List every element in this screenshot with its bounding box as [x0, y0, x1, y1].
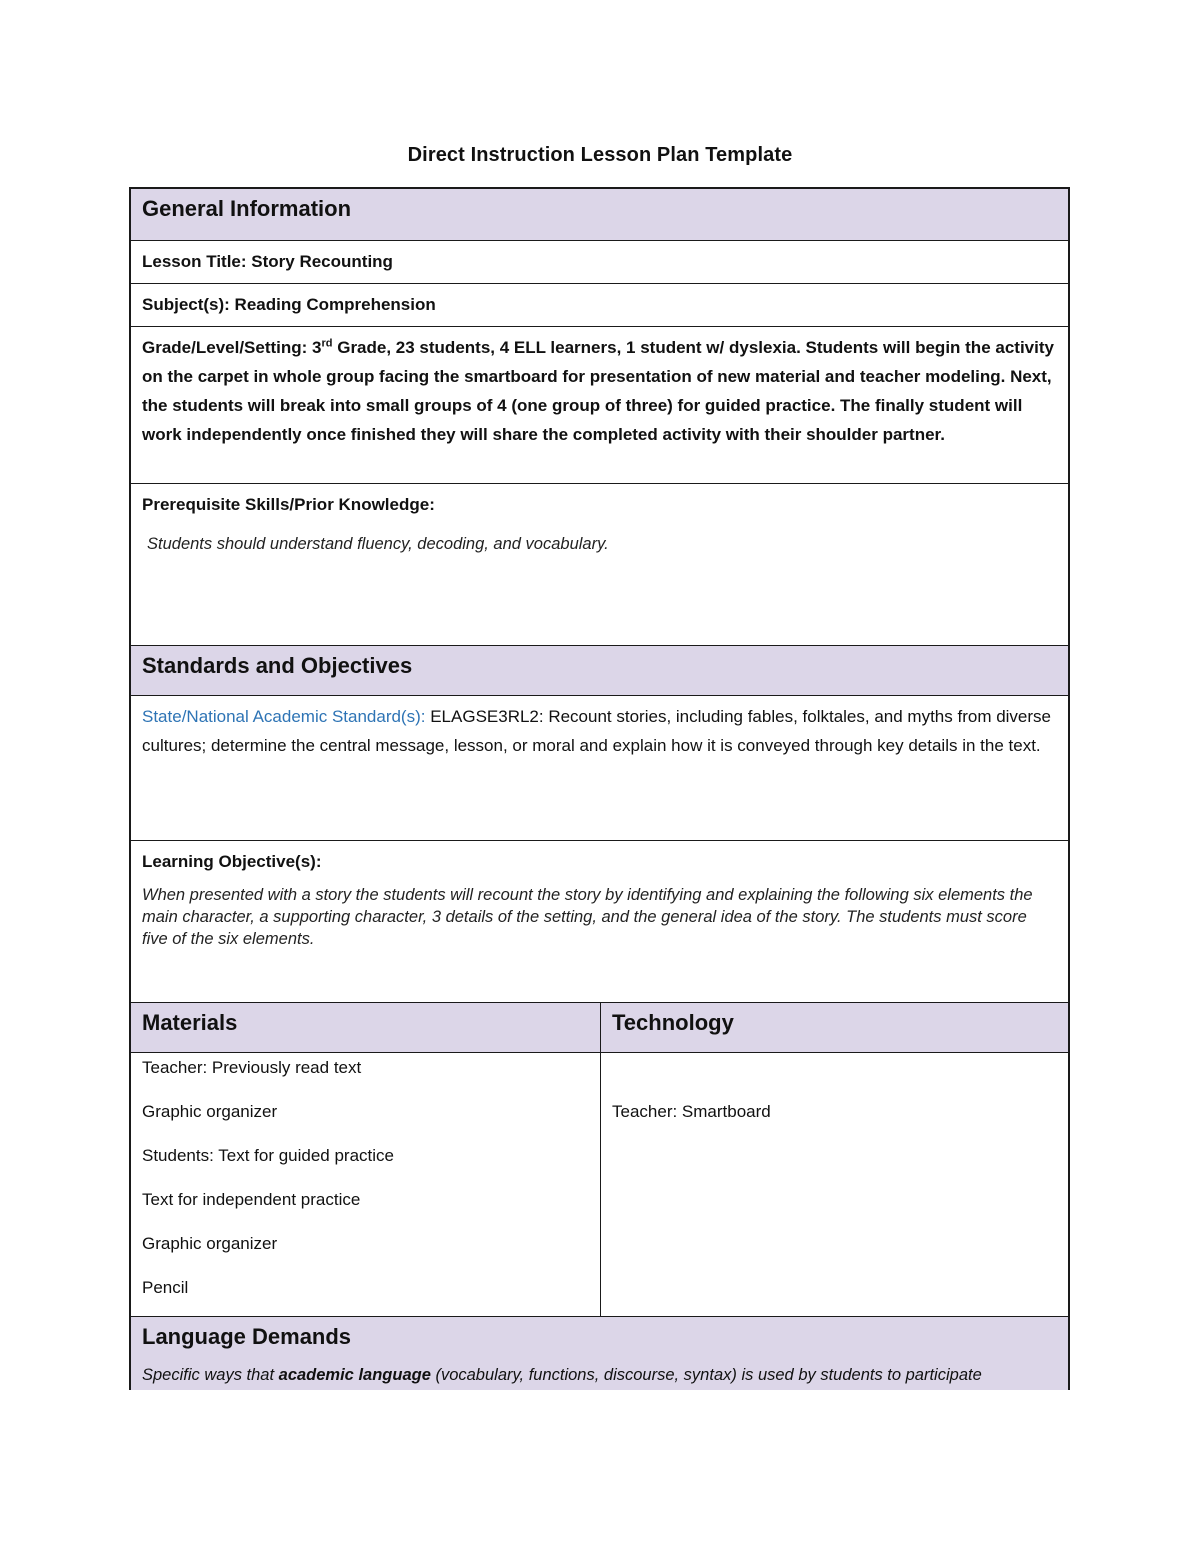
technology-list: [601, 1053, 1068, 1316]
grade-label: Grade/Level/Setting: 3: [142, 338, 322, 357]
academic-standard: [131, 696, 1068, 760]
language-demands-text: [131, 1350, 1068, 1386]
materials-item: Graphic organizer: [142, 1234, 278, 1253]
learning-objective-text: When presented with a story the students will recount the story by identifying and explaining the following six elements the main character, a supporting character, 3 details of the setting, and the general idea of the story. The students must score five of the six elements.: [142, 886, 1033, 948]
lesson-title: Lesson Title: Story Recounting: [142, 252, 393, 271]
language-demands-text-after: (vocabulary, functions, discourse, syntax) is used by students to participate: [430, 1366, 982, 1384]
learning-objective-row: [131, 840, 1068, 1002]
subjects: Subject(s): Reading Comprehension: [142, 295, 436, 314]
technology-title: Technology: [612, 1010, 734, 1035]
prerequisite-row: [131, 483, 1068, 645]
materials-header-cell: [131, 1003, 600, 1052]
materials-title: Materials: [142, 1010, 238, 1035]
standards-objectives-title: Standards and Objectives: [142, 653, 413, 678]
language-demands-text-bold: academic language: [278, 1366, 431, 1384]
grade-level-setting: [131, 327, 1068, 449]
materials-item: Students: Text for guided practice: [142, 1146, 395, 1165]
prerequisite-label: Prerequisite Skills/Prior Knowledge:: [142, 495, 435, 514]
lesson-title-row: [131, 240, 1068, 283]
technology-item: Teacher: Smartboard: [612, 1102, 771, 1121]
general-information-header: [131, 189, 1068, 240]
materials-item: Text for independent practice: [142, 1190, 361, 1209]
language-demands-title: Language Demands: [142, 1324, 352, 1349]
grade-level-setting-row: [131, 326, 1068, 483]
technology-header-cell: [601, 1003, 1068, 1052]
lesson-plan-table: [129, 187, 1070, 1390]
materials-list: [131, 1053, 600, 1316]
subjects-row: [131, 283, 1068, 326]
learning-objective-label: Learning Objective(s):: [142, 852, 322, 871]
grade-description: Grade, 23 students, 4 ELL learners, 1 student w/ dyslexia. Students will begin the activity on the carpet in whole group facing the smartboard for presentation of new material and teacher modeling. Next, the students will break into small groups of 4 (one group of three) for guided practice. The finally student will work independently once finished they will share the completed activity with their shoulder partner.: [142, 338, 1054, 444]
materials-technology-content: [131, 1052, 1068, 1316]
grade-superscript: rd: [321, 337, 333, 350]
standards-objectives-header: [131, 645, 1068, 695]
materials-item: Pencil: [142, 1278, 189, 1297]
academic-standard-row: [131, 695, 1068, 840]
academic-standard-text: ELAGSE3RL2: Recount stories, including fables, folktales, and myths from diverse cultures; determine the central message, lesson, or moral and explain how it is conveyed through key details in the text.: [142, 707, 1052, 755]
materials-technology-header: [131, 1002, 1068, 1052]
prerequisite-text: Students should understand fluency, decoding, and vocabulary.: [147, 535, 609, 553]
materials-item: Teacher: Previously read text: [142, 1058, 362, 1077]
language-demands-text-before: Specific ways that: [142, 1366, 279, 1384]
document-title: Direct Instruction Lesson Plan Template: [407, 144, 793, 166]
general-information-title: General Information: [142, 196, 352, 221]
academic-standard-label: State/National Academic Standard(s):: [142, 707, 426, 726]
language-demands-section: [131, 1316, 1068, 1390]
materials-item: Graphic organizer: [142, 1102, 278, 1121]
